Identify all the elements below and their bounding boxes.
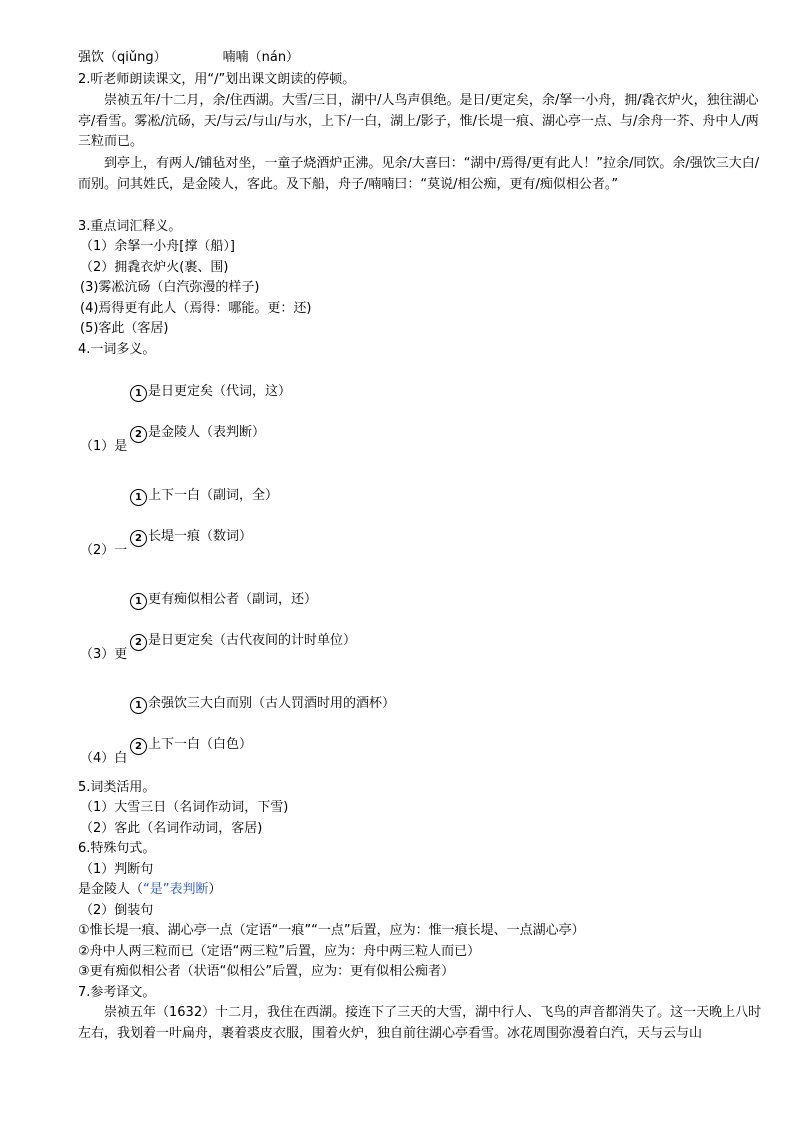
polysemy-sense (130, 423, 265, 443)
inversion-example-3: ③更有痴似相公者（状语“似相公”后置，应为：更有似相公痴者） (78, 964, 455, 979)
circled-number: 2 (130, 426, 147, 443)
polysemy-sense (130, 590, 317, 610)
pinyin-line (78, 48, 299, 68)
polysemy-sense (130, 694, 395, 714)
circled-number: 1 (130, 593, 147, 610)
circled-number: 1 (130, 489, 147, 506)
vocab-item-2: （2）拥毳衣炉火(裹、围) (80, 260, 229, 275)
vocab-item-5: (5)客此（客居) (80, 321, 169, 336)
inversion-example-1: ①惟长堤一痕、湖心亭一点（定语“一痕”“一点”后置，应为：惟一痕长堤、一点湖心亭） (78, 923, 585, 938)
section-7-heading: 7.参考译文。 (78, 985, 156, 1000)
example-text: 是金陵人（ (78, 882, 144, 897)
sense-text: 是金陵人（表判断） (148, 425, 266, 440)
highlighted-note: “是”表判断 (143, 882, 209, 897)
section-2-heading: 2.听老师朗读课文，用“/”划出课文朗读的停顿。 (78, 72, 356, 87)
sense-text: 长堤一痕（数词） (148, 529, 253, 544)
judgment-example (78, 880, 222, 900)
translation-paragraph: 崇祯五年（1632）十二月，我住在西湖。接连下了三天的大雪，湖中行人、飞鸟的声音都消失了。这一天晚上八时左右，我划着一叶扁舟，裹着裘皮衣服，围着火炉，独自前往湖心亭看雪。冰花周围弥漫着白汽，天与云与山 (78, 1005, 762, 1041)
section-5-heading: 5.词类活用。 (78, 780, 156, 795)
polysemy-word-label: （4）白 (80, 751, 128, 766)
section-4-heading: 4.一词多义。 (78, 342, 156, 357)
polysemy-sense (130, 382, 291, 402)
vocab-item-1: （1）余拏一小舟[撑（船）] (80, 239, 235, 254)
polysemy-sense (130, 486, 278, 506)
polysemy-word-label: （1）是 (80, 439, 128, 454)
sense-text: 更有痴似相公者（副词，还） (148, 592, 318, 607)
section-3-heading: 3.重点词汇释义。 (78, 219, 182, 234)
sense-text: 上下一白（副词，全） (148, 488, 279, 503)
circled-number: 1 (130, 697, 147, 714)
circled-number: 1 (130, 385, 147, 402)
sense-text: 是日更定矣（古代夜间的计时单位） (148, 633, 357, 648)
word-class-item-2: （2）客此（名词作动词，客居) (80, 821, 263, 836)
polysemy-sense (130, 735, 252, 755)
polysemy-sense (130, 527, 252, 547)
pinyin-word-1: 强饮（qiǔng） (78, 50, 167, 65)
closing-paren: ） (208, 882, 222, 897)
polysemy-word-label: （2）一 (80, 543, 128, 558)
sentence-type-1: （1）判断句 (80, 862, 154, 877)
polysemy-word-label: （3）更 (80, 647, 128, 662)
circled-number: 2 (130, 634, 147, 651)
vocab-item-4: (4)焉得更有此人（焉得：哪能。更：还) (80, 301, 312, 316)
sense-text: 余强饮三大白而别（古人罚酒时用的酒杯） (148, 696, 396, 711)
sense-text: 上下一白（白色） (148, 737, 253, 752)
inversion-example-2: ②舟中人两三粒而已（定语“两三粒”后置，应为：舟中两三粒人而已） (78, 944, 481, 959)
polysemy-sense (130, 631, 356, 651)
sentence-type-2: （2）倒装句 (80, 903, 154, 918)
original-text-paragraph-2: 到亭上，有两人/铺毡对坐，一童子烧酒炉正沸。见余/大喜曰：“湖中/焉得/更有此人！”拉余/同饮。余/强饮三大白/而别。问其姓氏，是金陵人，客此。及下船，舟子/喃喃曰：“莫说/相公痴，更有/痴似相公者。” (78, 156, 760, 192)
circled-number: 2 (130, 530, 147, 547)
pinyin-word-2: 喃喃（nán） (222, 50, 300, 65)
sense-text: 是日更定矣（代词，这） (148, 384, 292, 399)
word-class-item-1: （1）大雪三日（名词作动词，下雪) (80, 800, 289, 815)
section-6-heading: 6.特殊句式。 (78, 841, 156, 856)
original-text-paragraph-1: 崇祯五年/十二月，余/住西湖。大雪/三日，湖中/人鸟声俱绝。是日/更定矣，余/拏一小舟，拥/毳衣炉火，独往湖心亭/看雪。雾凇/沆砀，天/与云/与山/与水，上下/一白，湖上/影子，惟/长堤一痕、湖心亭一点、与/余舟一芥、舟中人/两三粒而已。 (78, 93, 759, 149)
circled-number: 2 (130, 738, 147, 755)
vocab-item-3: (3)雾凇沆砀（白汽弥漫的样子) (80, 280, 260, 295)
